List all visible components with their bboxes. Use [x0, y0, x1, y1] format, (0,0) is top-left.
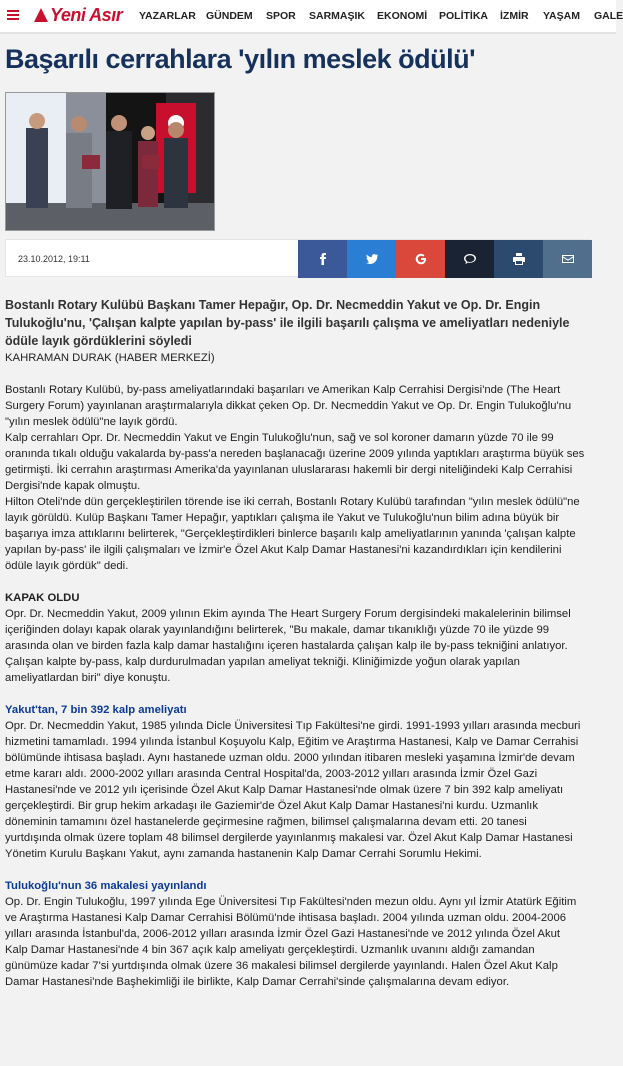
- article-paragraph: Bostanlı Rotary Kulübü, by-pass ameliyatlarındaki başarıları ve Amerikan Kalp Cerrahisi Dergisi'nde (The Heart Surgery Forum) yayınlanan araştırmalarıyla dikkat çeken Op. Dr. Necmeddin Yakut ve Op. Dr. Engin Tulukoğlu'nu "yılın meslek ödülü"ne layık gördü.: [5, 384, 572, 428]
- article-paragraph: Opr. Dr. Necmeddin Yakut, 2009 yılının Ekim ayında The Heart Surgery Forum dergisindeki makalelerinin bilimsel içeriğinden dolayı kapak olarak yayınlandığını belirterek, "Bu makale, damar tıkanıklığı yüzde 70 ile yüzde 99 arasında olan ve birden fazla kalp damar hastalığını içeren hastalarda çalışan kalp ile by-pass tekniğini anlatıyor. Çalışan kalpte by-pass, kalp durdurulmadan yapılan ameliyat tekniği. Kliniğimizde yoğun olarak yapılan ameliyatlardan biri" diye konuştu.: [5, 608, 571, 684]
- facebook-icon: [317, 253, 329, 265]
- email-button[interactable]: [543, 240, 592, 278]
- facebook-share-button[interactable]: [298, 240, 347, 278]
- print-icon: [513, 253, 525, 265]
- top-navigation-bar: [0, 0, 623, 34]
- nav-item-ekonomi[interactable]: EKONOMİ: [377, 10, 428, 22]
- share-bar: [5, 239, 591, 277]
- byline: KAHRAMAN DURAK (HABER MERKEZİ): [5, 352, 215, 364]
- nav-item-spor[interactable]: SPOR: [266, 10, 296, 22]
- section-heading: Tulukoğlu'nun 36 makalesi yayınlandı: [5, 880, 207, 892]
- twitter-share-button[interactable]: [347, 240, 396, 278]
- article-lead: Bostanlı Rotary Kulübü Başkanı Tamer Hepağır, Op. Dr. Necmeddin Yakut ve Op. Dr. Engin Tulukoğlu'nu, 'Çalışan kalpte yapılan by-pass' ile ilgili başarılı çalışma ve ameliyatları nedeniyle ödüle layık gördüklerini söyledi: [5, 298, 570, 348]
- nav-item-gale[interactable]: GALE: [594, 10, 623, 22]
- google-plus-share-button[interactable]: [396, 240, 445, 278]
- logo-text: Yeni Asır: [50, 5, 123, 25]
- article-photo[interactable]: [5, 92, 215, 231]
- nav-item-yazarlar[interactable]: YAZARLAR: [139, 10, 196, 22]
- site-logo[interactable]: [34, 5, 122, 26]
- comment-icon: [464, 253, 476, 265]
- ceremony-photo-graphic: [6, 93, 214, 230]
- google-plus-icon: [415, 253, 427, 265]
- nav-item-izmir[interactable]: İZMİR: [500, 10, 529, 22]
- nav-item-sarmasik[interactable]: SARMAŞIK: [309, 10, 366, 22]
- twitter-icon: [366, 253, 378, 265]
- nav-item-gundem[interactable]: GÜNDEM: [206, 10, 253, 22]
- page-title: Başarılı cerrahlara 'yılın meslek ödülü': [5, 44, 476, 74]
- nav-item-politika[interactable]: POLİTİKA: [439, 10, 488, 22]
- nav-item-yasam[interactable]: YAŞAM: [543, 10, 580, 22]
- article-paragraph: Kalp cerrahları Opr. Dr. Necmeddin Yakut ve Engin Tulukoğlu'nun, sağ ve sol koroner damarın yüzde 70 ile 99 oranında tıkalı olduğu vakalarda by-pass'a nereden başlanacağı üzerine 2009 yılında yaptıkları araştırma büyük ses getirmişti. İki cerrahın araştırması Amerika'da yayınlanan uluslararası hakemli bir dergi niteliğindeki Kalp Cerrahisi Dergisi'nde kapak olmuştu.: [5, 432, 585, 492]
- publish-date: 23.10.2012, 19:11: [18, 254, 90, 264]
- article-paragraph: Op. Dr. Engin Tulukoğlu, 1997 yılında Ege Üniversitesi Tıp Fakültesi'nden mezun oldu. Aynı yıl İzmir Atatürk Eğitim ve Araştırma Hastanesi Kalp Damar Cerrahisi Bölümü'nde ihtisasa başladı. 2004 yılında uzman oldu. 2004-2006 yılları arasında İstanbul'da, 2006-2012 yılları arasında İzmir Özel Gazi Hastanesi'nde ve 2012 yılında Özel Akut Kalp Damar Hastanesi'nde 4 bin 367 açık kalp ameliyatı gerçekleştirdi. Uzmanlık uvanını aldığı zamandan günümüze kadar 7'si yurtdışında olmak üzere 36 makalesi bilimsel dergilerde yayınlandı. Halen Özel Akut Kalp Damar Hastanesi'nde Başhekimliği ile birlikte, Kalp Damar Cerrahi'sinde çalışmalarına devam ediyor.: [5, 896, 577, 988]
- article-paragraph: Hilton Oteli'nde dün gerçekleştirilen törende ise iki cerrah, Bostanlı Rotary Kulübü tarafından "yılın meslek ödülü"ne layık görüldü. Kulüp Başkanı Tamer Hepağır, yaptıkları çalışma ile Yakut ve Tulukoğlu'nun bilim adına büyük bir başarıya imza attıklarını belirterek, "Gerçekleştirdikleri binlerce başarılı kalp ameliyatlarının yanında 'çalışan kalpte yapılan by-pass' ile ilgili çalışmaları ve İzmir'e Özel Akut Kalp Damar Hastanesi'ni kazandırdıkları için kendilerini ödüle layık gördük" dedi.: [5, 496, 580, 572]
- article-paragraph: Opr. Dr. Necmeddin Yakut, 1985 yılında Dicle Üniversitesi Tıp Fakültesi'ne girdi. 1991-1993 yılları arasında mecburi hizmetini tamamladı. 1994 yılında İstanbul Koşuyolu Kalp, Eğitim ve Araştırma Hastanesi, Kalp ve Damar Cerrahisi bölümünde ihtisasa başladı. Aynı hastanede uzman oldu. 2000 yılından itibaren mesleki yaşamına İzmir'de devam etme kararı aldı. 2000-2002 yılları arasında Central Hospital'da, 2003-2012 yılları arasında İzmir Özel Gazi Hastanesi'nde ve 2012 yılı içerisinde Özel Akut Kalp Damar Hastanesi'nde olmak üzere 7 bin 392 kalp ameliyatı gerçekleştirdi. Bir grup hekim arkadaşı ile Gaziemir'de Özel Akut Kalp Damar Hastanesi'ni kurdu. Uzmanlık döneminin tamamını özel hastanelerde geçirmesine rağmen, bilimsel çalışmalarına devam etti. 20 tanesi yurtdışında olmak üzere toplam 48 bilimsel dergilerde yayınlanmış makalesi var. Özel Akut Kalp Damar Hastanesi Yönetim Kurulu Başkanı Yakut, aynı zamanda hastanenin Kalp Damar Cerrahi Sorumlu Hekimi.: [5, 720, 581, 860]
- section-heading: KAPAK OLDU: [5, 592, 80, 604]
- section-heading: Yakut'tan, 7 bin 392 kalp ameliyatı: [5, 704, 187, 716]
- comment-button[interactable]: [445, 240, 494, 278]
- menu-icon[interactable]: [7, 10, 19, 20]
- email-icon: [562, 253, 574, 265]
- print-button[interactable]: [494, 240, 543, 278]
- article-body: [5, 296, 585, 990]
